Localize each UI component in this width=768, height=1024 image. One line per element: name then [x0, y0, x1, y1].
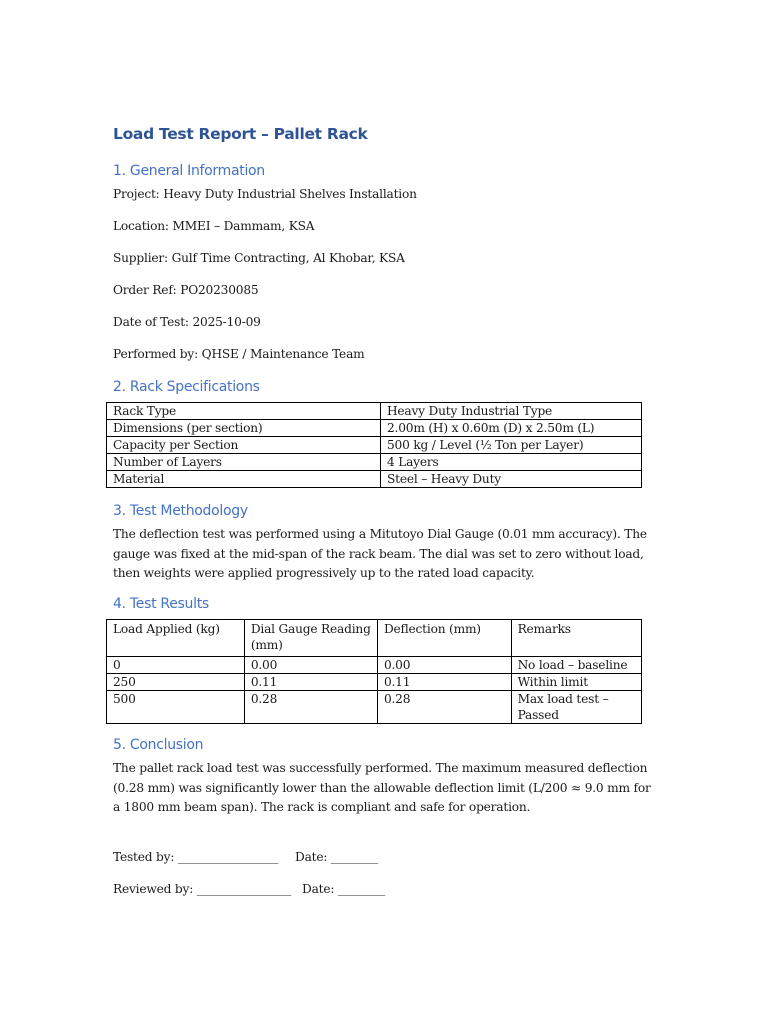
table-row: [107, 674, 642, 691]
column-header: Load Applied (kg): [107, 620, 245, 657]
section-heading-methodology: 3. Test Methodology: [113, 503, 248, 519]
table-cell: No load – baseline: [511, 657, 641, 674]
reviewed-date-line: Date: ________: [302, 882, 386, 896]
reviewed-by-line: Reviewed by: ________________: [113, 882, 292, 896]
table-cell: 0.11: [244, 674, 377, 691]
rack-specifications-table: [106, 402, 642, 488]
table-row: [107, 454, 642, 471]
table-row: [107, 420, 642, 437]
table-row: [107, 657, 642, 674]
table-cell: 0.00: [377, 657, 511, 674]
section-heading-general: 1. General Information: [113, 163, 265, 179]
spec-value: 500 kg / Level (½ Ton per Layer): [380, 437, 641, 454]
tested-by-line: Tested by: _________________: [113, 850, 279, 864]
test-results-table: [106, 619, 642, 724]
spec-label: Material: [107, 471, 381, 488]
date-of-test-line: Date of Test: 2025-10-09: [113, 315, 261, 329]
section-heading-conclusion: 5. Conclusion: [113, 737, 204, 753]
table-row: [107, 437, 642, 454]
table-cell: 0.28: [377, 691, 511, 724]
spec-label: Number of Layers: [107, 454, 381, 471]
table-cell: Max load test – Passed: [511, 691, 641, 724]
section-heading-results: 4. Test Results: [113, 596, 209, 612]
section-heading-specs: 2. Rack Specifications: [113, 379, 260, 395]
table-cell: 500: [107, 691, 245, 724]
column-header: Deflection (mm): [377, 620, 511, 657]
order-ref-line: Order Ref: PO20230085: [113, 283, 259, 297]
location-line: Location: MMEI – Dammam, KSA: [113, 219, 315, 233]
table-cell: Within limit: [511, 674, 641, 691]
column-header: Remarks: [511, 620, 641, 657]
table-header-row: [107, 620, 642, 657]
tested-date-line: Date: ________: [295, 850, 379, 864]
table-cell: 0.11: [377, 674, 511, 691]
spec-label: Dimensions (per section): [107, 420, 381, 437]
conclusion-text: The pallet rack load test was successfully performed. The maximum measured deflection (0.28 mm) was significantly lower than the allowable deflection limit (L/200 ≈ 9.0 mm for a 1800 mm beam span). The rack is compliant and safe for operation.: [113, 761, 651, 814]
methodology-text: The deflection test was performed using a Mitutoyo Dial Gauge (0.01 mm accuracy). The gauge was fixed at the mid-span of the rack beam. The dial was set to zero without load, then weights were applied progressively up to the rated load capacity.: [113, 527, 647, 580]
table-cell: 0: [107, 657, 245, 674]
table-row: [107, 691, 642, 724]
table-cell: 0.00: [244, 657, 377, 674]
spec-value: 2.00m (H) x 0.60m (D) x 2.50m (L): [380, 420, 641, 437]
spec-label: Rack Type: [107, 403, 381, 420]
table-cell: 0.28: [244, 691, 377, 724]
performed-by-line: Performed by: QHSE / Maintenance Team: [113, 347, 365, 361]
supplier-line: Supplier: Gulf Time Contracting, Al Khobar, KSA: [113, 251, 405, 265]
table-cell: 250: [107, 674, 245, 691]
spec-value: Heavy Duty Industrial Type: [380, 403, 641, 420]
column-header: Dial Gauge Reading (mm): [244, 620, 377, 657]
spec-label: Capacity per Section: [107, 437, 381, 454]
spec-value: 4 Layers: [380, 454, 641, 471]
table-row: [107, 471, 642, 488]
spec-value: Steel – Heavy Duty: [380, 471, 641, 488]
project-line: Project: Heavy Duty Industrial Shelves Installation: [113, 187, 417, 201]
table-row: [107, 403, 642, 420]
report-title: Load Test Report – Pallet Rack: [113, 125, 368, 143]
